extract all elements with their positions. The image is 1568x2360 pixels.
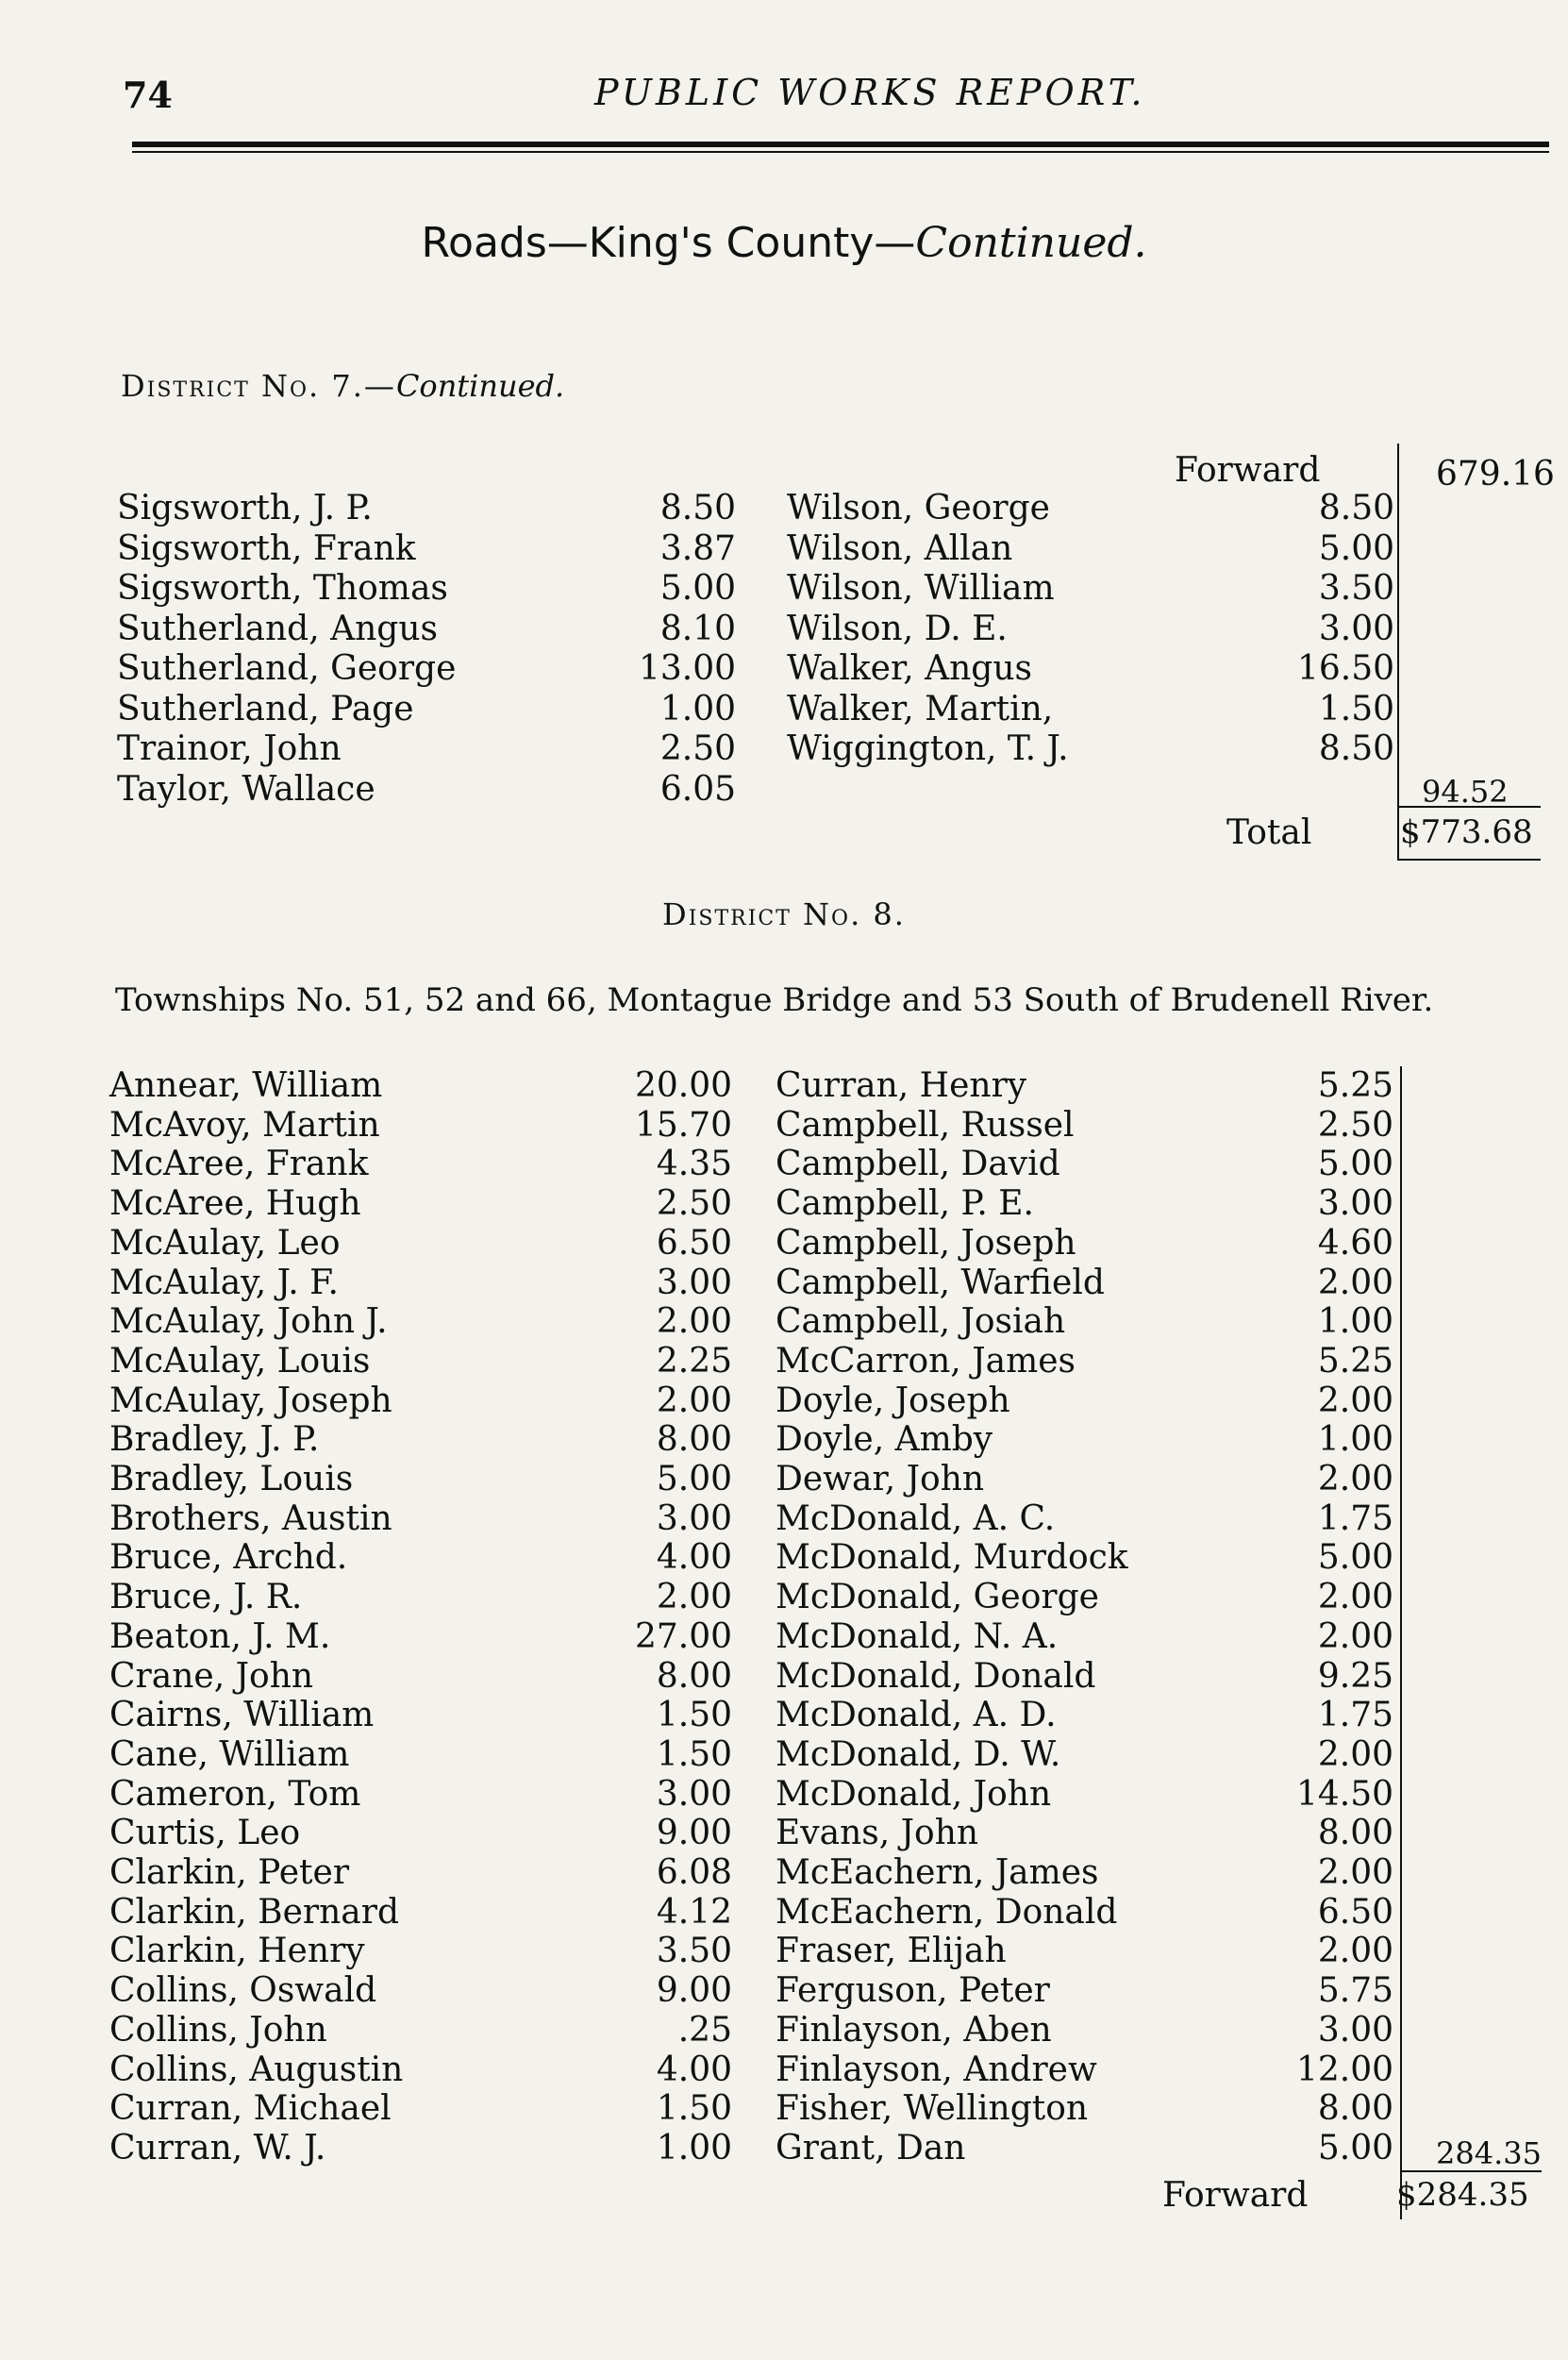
district-7-total-rule <box>1397 859 1541 861</box>
list-item <box>776 1735 1393 1775</box>
entry-amount: 3.50 <box>656 1932 732 1971</box>
list-item <box>787 610 1394 649</box>
list-item <box>109 1342 732 1381</box>
list-item <box>776 1381 1393 1421</box>
entry-amount: 3.00 <box>656 1774 732 1814</box>
list-item <box>776 1853 1393 1893</box>
entry-name: Taylor, Wallace <box>117 769 375 809</box>
entry-amount: 2.00 <box>1317 1616 1393 1656</box>
entry-amount: 27.00 <box>634 1616 732 1656</box>
list-item <box>776 1460 1393 1499</box>
list-item <box>776 1342 1393 1381</box>
entry-amount: 15.70 <box>634 1105 732 1145</box>
entry-name: Grant, Dan <box>776 2128 966 2168</box>
entry-amount: 6.05 <box>659 769 736 809</box>
list-item <box>109 1696 732 1735</box>
entry-name: Sutherland, George <box>117 649 457 688</box>
entry-name: McDonald, A. D. <box>776 1696 1057 1735</box>
list-item <box>776 1499 1393 1539</box>
entry-amount: 9.00 <box>656 1971 732 2011</box>
entry-amount: 1.00 <box>656 2128 732 2168</box>
district-8-forward-label: Forward <box>1162 2176 1309 2215</box>
entry-amount: 1.50 <box>1318 689 1394 728</box>
entry-name: Finlayson, Aben <box>776 2010 1052 2050</box>
entry-amount: 2.00 <box>656 1578 732 1617</box>
district-7-total-label: Total <box>1226 813 1312 852</box>
district-7-continued: Continued. <box>395 368 565 404</box>
entry-amount: 3.50 <box>1318 569 1394 608</box>
entry-name: Collins, John <box>109 2010 327 2050</box>
entry-amount: 4.00 <box>656 1538 732 1578</box>
list-item <box>109 1381 732 1421</box>
list-item <box>776 1538 1393 1578</box>
district-7-heading <box>121 368 564 404</box>
entry-name: Bruce, Archd. <box>109 1538 348 1578</box>
list-item <box>109 1460 732 1499</box>
entry-name: Finlayson, Andrew <box>776 2050 1097 2089</box>
entry-name: Walker, Angus <box>787 649 1032 688</box>
entry-name: McDonald, John <box>776 1774 1052 1814</box>
entry-name: McAulay, Joseph <box>109 1381 392 1420</box>
entry-name: Campbell, P. E. <box>776 1184 1034 1224</box>
list-item <box>776 1066 1393 1106</box>
entry-name: McDonald, N. A. <box>776 1616 1059 1656</box>
entry-amount: 6.50 <box>1317 1892 1393 1932</box>
entry-name: Doyle, Amby <box>776 1420 993 1460</box>
entry-amount: 3.00 <box>1317 2010 1393 2050</box>
entry-name: Trainor, John <box>117 729 342 768</box>
list-item <box>109 1617 732 1657</box>
list-item <box>109 1420 732 1460</box>
entry-name: McAulay, J. F. <box>109 1263 339 1302</box>
list-item <box>109 1264 732 1303</box>
list-item <box>117 649 736 689</box>
list-item <box>109 2050 732 2090</box>
entry-amount: 8.00 <box>1317 2089 1393 2129</box>
entry-amount: 4.60 <box>1317 1223 1393 1263</box>
entry-name: Wilson, D. E. <box>787 609 1008 648</box>
entry-name: McAvoy, Martin <box>109 1105 380 1145</box>
entry-amount: 5.00 <box>659 569 736 608</box>
entry-amount: 2.50 <box>659 729 736 768</box>
list-item <box>776 1971 1393 2011</box>
entry-name: McDonald, A. C. <box>776 1498 1056 1538</box>
entry-name: Wilson, William <box>787 569 1055 608</box>
entry-amount: 3.00 <box>1318 609 1394 648</box>
list-item <box>776 1302 1393 1342</box>
district-8-forward-amount: $284.35 <box>1396 2176 1529 2214</box>
list-item <box>776 1106 1393 1146</box>
list-item <box>109 1814 732 1853</box>
entry-amount: 2.00 <box>1317 1578 1393 1617</box>
entry-amount: 1.50 <box>656 1696 732 1735</box>
list-item <box>109 2129 732 2168</box>
entry-name: Wiggington, T. J. <box>787 729 1069 768</box>
entry-name: Campbell, Warfield <box>776 1263 1105 1302</box>
entry-amount: 8.50 <box>1318 489 1394 527</box>
list-item <box>109 1578 732 1617</box>
list-item <box>776 1578 1393 1617</box>
entry-amount: 4.35 <box>656 1145 732 1184</box>
list-item <box>117 610 736 649</box>
entry-amount: 5.00 <box>1318 528 1394 568</box>
list-item <box>776 2050 1393 2090</box>
entry-name: Fisher, Wellington <box>776 2089 1089 2129</box>
entry-name: Sigsworth, Frank <box>117 528 416 568</box>
entry-amount: 9.00 <box>656 1814 732 1853</box>
district-7-forward-amount: 679.16 <box>1436 455 1555 494</box>
entry-amount: 6.50 <box>656 1223 732 1263</box>
entry-amount: 5.25 <box>1317 1341 1393 1381</box>
entry-name: Campbell, Joseph <box>776 1223 1076 1263</box>
entry-name: Cane, William <box>109 1734 350 1774</box>
entry-amount: 3.00 <box>656 1263 732 1302</box>
entry-amount: 2.00 <box>1317 1932 1393 1971</box>
entry-amount: 13.00 <box>638 649 736 688</box>
entry-amount: 5.75 <box>1317 1971 1393 2011</box>
entry-name: Cameron, Tom <box>109 1774 361 1814</box>
entry-amount: 16.50 <box>1296 649 1394 688</box>
entry-name: Curran, Michael <box>109 2089 392 2129</box>
entry-name: Bruce, J. R. <box>109 1578 303 1617</box>
page-number: 74 <box>123 74 173 116</box>
district-8-townships: Townships No. 51, 52 and 66, Montague Bridge and 53 South of Brudenell River. <box>115 981 1434 1019</box>
entry-name: McAulay, Louis <box>109 1341 371 1381</box>
entry-name: Clarkin, Bernard <box>109 1892 400 1932</box>
entry-name: Clarkin, Henry <box>109 1932 365 1971</box>
district-7-total-amount: $773.68 <box>1400 813 1533 851</box>
entry-name: McEachern, James <box>776 1853 1099 1892</box>
list-item <box>776 1775 1393 1815</box>
entry-amount: 8.00 <box>656 1420 732 1460</box>
entry-amount: 5.00 <box>1317 2128 1393 2168</box>
entry-name: Sutherland, Page <box>117 689 414 728</box>
entry-amount: 2.00 <box>656 1302 732 1342</box>
entry-amount: 1.75 <box>1317 1498 1393 1538</box>
list-item <box>109 1657 732 1697</box>
list-item <box>109 1499 732 1539</box>
entry-name: Walker, Martin, <box>787 689 1054 728</box>
entry-name: McEachern, Donald <box>776 1892 1118 1932</box>
entry-name: Cairns, William <box>109 1696 375 1735</box>
entry-name: Annear, William <box>109 1066 383 1105</box>
entry-amount: 6.08 <box>656 1853 732 1892</box>
entry-amount: 2.00 <box>1317 1853 1393 1892</box>
list-item <box>776 1814 1393 1853</box>
entry-name: Curran, W. J. <box>109 2128 326 2168</box>
list-item <box>776 1617 1393 1657</box>
list-item <box>787 649 1394 689</box>
list-item <box>117 569 736 609</box>
entry-name: Beaton, J. M. <box>109 1616 331 1656</box>
list-item <box>787 569 1394 609</box>
entry-name: Brothers, Austin <box>109 1498 392 1538</box>
district-7-forward-label: Forward <box>1175 451 1321 490</box>
list-item <box>776 1264 1393 1303</box>
entry-name: Evans, John <box>776 1814 979 1853</box>
entry-name: Bradley, Louis <box>109 1460 354 1498</box>
entry-amount: 2.00 <box>1317 1460 1393 1498</box>
entry-amount: 2.00 <box>1317 1263 1393 1302</box>
entry-amount: 8.00 <box>656 1656 732 1696</box>
list-item <box>109 1853 732 1893</box>
entry-name: Sigsworth, Thomas <box>117 569 448 608</box>
entry-name: McAree, Frank <box>109 1145 369 1184</box>
running-title: PUBLIC WORKS REPORT. <box>594 72 1146 113</box>
entry-amount: 20.00 <box>634 1066 732 1105</box>
entry-name: Campbell, Josiah <box>776 1302 1066 1342</box>
entry-amount: 9.25 <box>1317 1656 1393 1696</box>
entry-name: Doyle, Joseph <box>776 1381 1010 1420</box>
entry-amount: 2.25 <box>656 1341 732 1381</box>
entry-amount: 5.00 <box>1317 1538 1393 1578</box>
entry-name: Campbell, David <box>776 1145 1060 1184</box>
list-item <box>109 1538 732 1578</box>
entry-name: McDonald, Donald <box>776 1656 1096 1696</box>
list-item <box>117 489 736 528</box>
entry-amount: 1.00 <box>659 689 736 728</box>
entry-amount: 5.00 <box>1317 1145 1393 1184</box>
district-7-column-rule <box>1397 444 1399 859</box>
list-item <box>776 1420 1393 1460</box>
list-item <box>776 2011 1393 2050</box>
list-item <box>117 690 736 729</box>
entry-amount: 3.00 <box>656 1498 732 1538</box>
entry-amount: 5.25 <box>1317 1066 1393 1105</box>
entry-name: Clarkin, Peter <box>109 1853 350 1892</box>
entry-amount: 8.00 <box>1317 1814 1393 1853</box>
entry-name: Ferguson, Peter <box>776 1971 1050 2011</box>
entry-name: McDonald, Murdock <box>776 1538 1128 1578</box>
list-item <box>776 1657 1393 1697</box>
entry-amount: 2.00 <box>1317 1734 1393 1774</box>
entry-amount: 1.00 <box>1317 1420 1393 1460</box>
title-continued: Continued. <box>915 219 1147 267</box>
entry-amount: 1.50 <box>656 1734 732 1774</box>
entry-amount: 1.00 <box>1317 1302 1393 1342</box>
district-7-subtotal: 94.52 <box>1422 774 1509 810</box>
list-item <box>109 1184 732 1224</box>
district-8-subtotal: 284.35 <box>1436 2135 1542 2171</box>
entry-amount: .25 <box>677 2010 732 2050</box>
list-item <box>776 1696 1393 1735</box>
list-item <box>117 770 736 810</box>
entry-name: McCarron, James <box>776 1341 1076 1381</box>
entry-name: Wilson, George <box>787 489 1050 527</box>
district-8-column-rule <box>1400 1066 1402 2219</box>
entry-amount: 1.50 <box>656 2089 732 2129</box>
entry-name: Fraser, Elijah <box>776 1932 1007 1971</box>
list-item <box>787 529 1394 569</box>
list-item <box>109 1224 732 1264</box>
entry-name: Collins, Augustin <box>109 2050 404 2089</box>
entry-amount: 1.75 <box>1317 1696 1393 1735</box>
list-item <box>109 2089 732 2129</box>
list-item <box>776 1184 1393 1224</box>
list-item <box>109 1932 732 1971</box>
header-rule-thin <box>132 151 1549 153</box>
title-main: Roads—King's County— <box>421 219 916 267</box>
list-item <box>109 2011 732 2050</box>
list-item <box>109 1775 732 1815</box>
entry-name: McDonald, George <box>776 1578 1099 1617</box>
header-rule-thick <box>132 142 1549 147</box>
entry-name: Sutherland, Angus <box>117 609 438 648</box>
entry-amount: 5.00 <box>656 1460 732 1498</box>
entry-amount: 14.50 <box>1295 1774 1393 1814</box>
list-item <box>776 2129 1393 2168</box>
entry-amount: 4.00 <box>656 2050 732 2089</box>
list-item <box>787 690 1394 729</box>
entry-name: Campbell, Russel <box>776 1105 1075 1145</box>
list-item <box>109 1893 732 1933</box>
list-item <box>787 729 1394 769</box>
entry-amount: 8.50 <box>1318 729 1394 768</box>
entry-amount: 2.00 <box>656 1381 732 1420</box>
entry-amount: 2.00 <box>1317 1381 1393 1420</box>
list-item <box>109 1106 732 1146</box>
entry-amount: 12.00 <box>1295 2050 1393 2089</box>
entry-name: Collins, Oswald <box>109 1971 377 2011</box>
list-item <box>776 1932 1393 1971</box>
list-item <box>109 1302 732 1342</box>
entry-name: McAree, Hugh <box>109 1184 361 1224</box>
page-title <box>0 219 1568 267</box>
entry-name: Curran, Henry <box>776 1066 1027 1105</box>
entry-name: Bradley, J. P. <box>109 1420 320 1460</box>
entry-name: Crane, John <box>109 1656 314 1696</box>
entry-name: Curtis, Leo <box>109 1814 301 1853</box>
entry-amount: 3.87 <box>659 528 736 568</box>
list-item <box>109 1735 732 1775</box>
entry-amount: 8.10 <box>659 609 736 648</box>
entry-name: Sigsworth, J. P. <box>117 489 373 527</box>
list-item <box>117 529 736 569</box>
list-item <box>109 1066 732 1106</box>
district-8-heading: District No. 8. <box>662 896 906 932</box>
entry-name: Wilson, Allan <box>787 528 1013 568</box>
district-7-label: District No. 7.— <box>121 368 396 404</box>
list-item <box>117 729 736 769</box>
list-item <box>776 1224 1393 1264</box>
list-item <box>776 2089 1393 2129</box>
list-item <box>776 1893 1393 1933</box>
entry-name: McAulay, Leo <box>109 1223 341 1263</box>
list-item <box>109 1971 732 2011</box>
entry-amount: 4.12 <box>656 1892 732 1932</box>
list-item <box>109 1145 732 1184</box>
list-item <box>787 489 1394 528</box>
entry-amount: 2.50 <box>656 1184 732 1224</box>
entry-name: McDonald, D. W. <box>776 1734 1061 1774</box>
list-item <box>776 1145 1393 1184</box>
entry-amount: 3.00 <box>1317 1184 1393 1224</box>
entry-amount: 2.50 <box>1317 1105 1393 1145</box>
entry-name: McAulay, John J. <box>109 1302 388 1342</box>
entry-amount: 8.50 <box>659 489 736 527</box>
entry-name: Dewar, John <box>776 1460 985 1498</box>
